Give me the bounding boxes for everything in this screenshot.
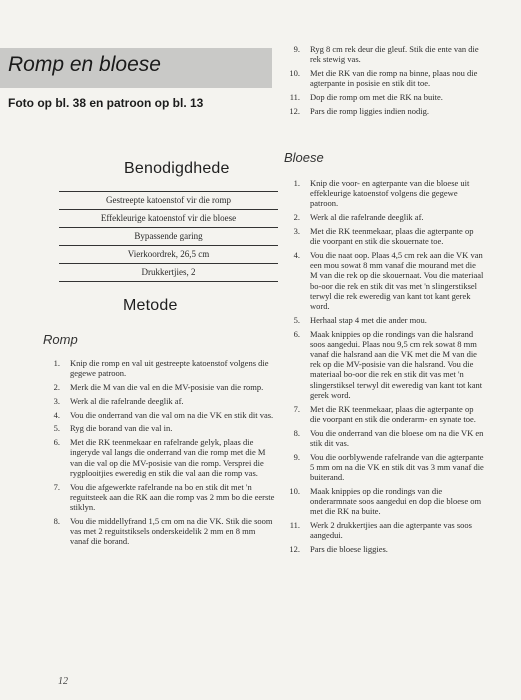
- step-text: Knip die voor- en agterpante van die bloese uit effekleurige katoenstof volgens die gegewe patroon.: [310, 178, 470, 209]
- step-text: Ryg die borand van die val in.: [70, 423, 173, 434]
- step-number: 7.: [293, 403, 300, 414]
- list-item: [44, 396, 276, 406]
- list-item: [284, 106, 484, 116]
- list-item: [284, 486, 484, 517]
- step-number: 10.: [289, 68, 300, 78]
- list-item: [284, 329, 484, 400]
- step-text: Vou die naat oop. Plaas 4,5 cm rek aan die VK van een mou sowat 8 mm vanaf die mourand met die M van die rek op die skouernaat. Vou die materiaal bo-oor die rek en stik dit vas met 'n slingerstiksel terwyl die rek eweredig van kant tot kant gerek word.: [310, 250, 484, 312]
- step-number: 2.: [53, 382, 60, 392]
- bloese-heading: Bloese: [284, 150, 324, 165]
- step-text: Vou die onderrand van die val om na die VK en stik dit vas.: [70, 409, 274, 420]
- step-number: 4.: [53, 409, 60, 420]
- list-item: [284, 226, 484, 246]
- romp-heading: Romp: [43, 332, 78, 347]
- step-text: Maak knippies op die rondings van die halsrand soos aangedui. Plaas nou 9,5 cm rek sowat 8 mm vanaf die halsrand aan die VK met die M van die rek op die MV-posisie van die halsrand. Vou die materiaal bo-oor die rek en stik dit vas met 'n slingerstiksel terwyl dit eweredig van kant tot kant gerek word.: [310, 328, 483, 400]
- list-item: [284, 315, 484, 325]
- materials-heading: Benodigdhede: [124, 160, 230, 177]
- step-number: 5.: [293, 314, 300, 325]
- step-text: Met die RK van die romp na binne, plaas nou die agterpante in posisie en stik dit toe.: [310, 68, 478, 89]
- list-item: [284, 92, 484, 102]
- list-item: [44, 410, 276, 420]
- materials-table: [59, 191, 278, 282]
- materials-item: Gestreepte katoenstof vir die romp: [59, 192, 278, 210]
- step-number: 2.: [293, 212, 300, 223]
- materials-item: Drukkertjies, 2: [59, 264, 278, 282]
- step-number: 1.: [293, 178, 300, 188]
- step-number: 4.: [293, 250, 300, 260]
- list-item: [284, 544, 484, 554]
- list-item: [44, 482, 276, 513]
- step-text: Werk al die rafelrande deeglik af.: [310, 212, 424, 223]
- step-number: 11.: [289, 92, 300, 102]
- step-number: 3.: [53, 395, 60, 406]
- step-text: Vou die afgewerkte rafelrande na bo en stik dit met 'n reguitsteek aan die RK aan die romp vas 2 mm bo die eerste stiklyn.: [70, 481, 275, 512]
- materials-item: Bypassende garing: [59, 228, 278, 246]
- step-text: Dop die romp om met die RK na buite.: [310, 92, 443, 102]
- step-number: 6.: [53, 437, 60, 448]
- step-number: 11.: [289, 520, 300, 531]
- step-text: Met die RK teenmekaar, plaas die agterpante op die voorpant en stik die onderarm- en synate toe.: [310, 403, 476, 424]
- list-item: [284, 428, 484, 448]
- step-number: 12.: [289, 105, 300, 116]
- list-item: [44, 382, 276, 392]
- step-text: Vou die onderrand van die bloese om na die VK en stik dit vas.: [310, 427, 484, 448]
- step-number: 10.: [289, 485, 300, 496]
- list-item: [44, 358, 276, 378]
- step-text: Met die RK teenmekaar en rafelrande gelyk, plaas die ingeryde val langs die onderrand van die romp met die M van die val op die MV-posisie van die romp. Versprei die rygplooitjies eweredig en stik die val aan die romp vas.: [70, 437, 266, 478]
- list-item: [284, 178, 484, 209]
- list-item: [284, 44, 484, 64]
- page-title: Romp en bloese: [8, 53, 161, 76]
- step-text: Herhaal stap 4 met die ander mou.: [310, 314, 427, 325]
- list-item: [284, 452, 484, 483]
- list-item: [44, 423, 276, 433]
- step-number: 9.: [293, 44, 300, 54]
- step-text: Werk 2 drukkertjies aan die agterpante vas soos aangedui.: [310, 520, 472, 541]
- list-item: [284, 68, 484, 88]
- bloese-steps-list: [284, 178, 484, 558]
- step-number: 3.: [293, 226, 300, 236]
- step-text: Pars die romp liggies indien nodig.: [310, 105, 429, 116]
- list-item: [284, 212, 484, 222]
- step-text: Vou die middellyfrand 1,5 cm om na die VK. Stik die soom vas met 2 reguitstiksels onderskeidelik 2 mm en 8 mm vanaf die borand.: [70, 515, 273, 547]
- romp-steps-list-continued: [284, 44, 484, 120]
- step-text: Maak knippies op die rondings van die onderarmnate soos aangedui en dop die bloese om met die RK na buite.: [310, 485, 482, 517]
- list-item: [284, 520, 484, 540]
- step-number: 8.: [293, 427, 300, 438]
- step-number: 12.: [289, 544, 300, 555]
- step-text: Met die RK teenmekaar, plaas die agterpante op die voorpant en stik die skouernate toe.: [310, 226, 474, 247]
- step-text: Merk die M van die val en die MV-posisie van die romp.: [70, 382, 264, 392]
- step-text: Pars die bloese liggies.: [310, 544, 388, 555]
- materials-item: Vierkoordrek, 26,5 cm: [59, 246, 278, 264]
- photo-pattern-reference: Foto op bl. 38 en patroon op bl. 13: [8, 96, 204, 110]
- step-number: 1.: [53, 358, 60, 368]
- step-number: 8.: [53, 515, 60, 526]
- step-number: 9.: [293, 451, 300, 462]
- method-heading: Metode: [123, 297, 178, 314]
- materials-item: Effekleurige katoenstof vir die bloese: [59, 210, 278, 228]
- step-text: Knip die romp en val uit gestreepte katoenstof volgens die gegewe patroon.: [70, 358, 269, 379]
- romp-steps-list: [44, 358, 276, 550]
- list-item: [284, 404, 484, 424]
- list-item: [284, 250, 484, 311]
- list-item: [44, 516, 276, 547]
- step-number: 5.: [53, 423, 60, 434]
- step-number: 7.: [53, 481, 60, 492]
- list-item: [44, 437, 276, 478]
- step-text: Vou die oorblywende rafelrande van die agterpante 5 mm om na die VK en stik dit vas 3 mm vanaf die buiterand.: [310, 451, 484, 483]
- step-text: Werk al die rafelrande deeglik af.: [70, 395, 184, 406]
- page-number: 12: [58, 676, 68, 687]
- step-text: Ryg 8 cm rek deur die gleuf. Stik die ente van die rek stewig vas.: [310, 44, 479, 65]
- step-number: 6.: [293, 328, 300, 339]
